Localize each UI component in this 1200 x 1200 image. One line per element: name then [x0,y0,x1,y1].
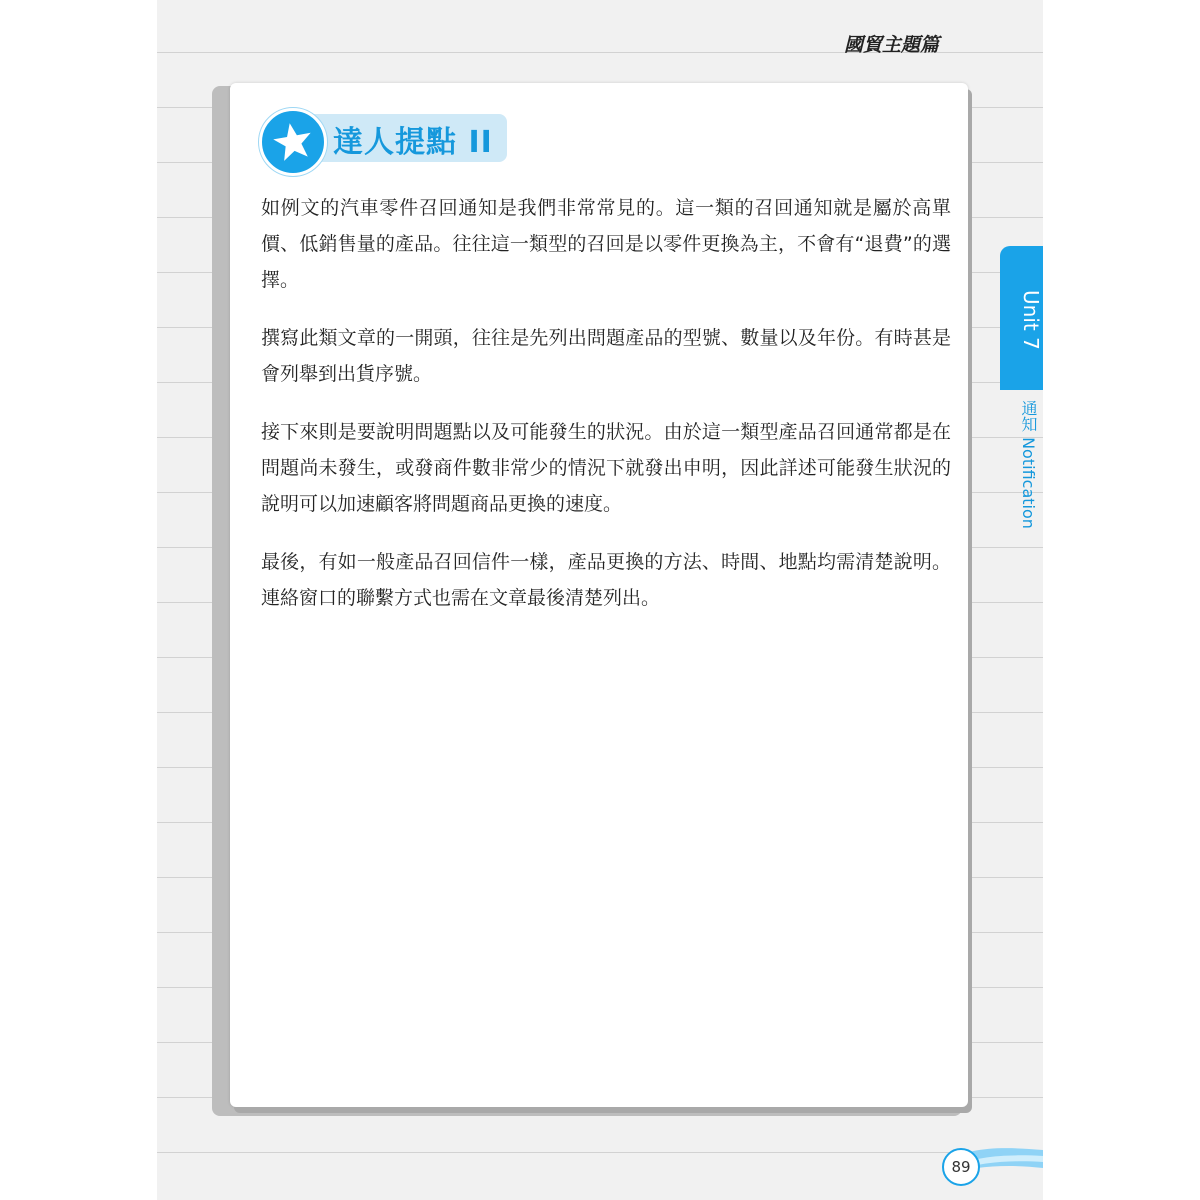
star-icon [259,108,327,176]
paragraph: 接下來則是要說明問題點以及可能發生的狀況。由於這一類型產品召回通常都是在問題尚未發生，或發商件數非常少的情況下就發出申明，因此詳述可能發生狀況的說明可以加速顧客將問題商品更換的速度。 [261,421,951,515]
paragraph: 撰寫此類文章的一開頭，往往是先列出問題產品的型號、數量以及年份。有時甚是會列舉到出貨序號。 [261,327,951,385]
tip-title: 達人提點 II [333,125,493,160]
section-title: 國貿主題篇 [843,34,939,56]
paragraph: 最後，有如一般產品召回信件一樣，產品更換的方法、時間、地點均需清楚說明。連絡窗口的聯繫方式也需在文章最後清楚列出。 [261,551,951,609]
tip-body [261,190,951,638]
topic-label: 通知 Notification [1019,400,1038,529]
book-page [157,0,1043,1200]
page-number: 89 [942,1148,980,1186]
paragraph: 如例文的汽車零件召回通知是我們非常常見的。這一類的召回通知就是屬於高單價、低銷售量的產品。往往這一類型的召回是以零件更換為主，不會有“退費”的選擇。 [261,197,951,291]
unit-label: Unit 7 [1019,290,1043,350]
